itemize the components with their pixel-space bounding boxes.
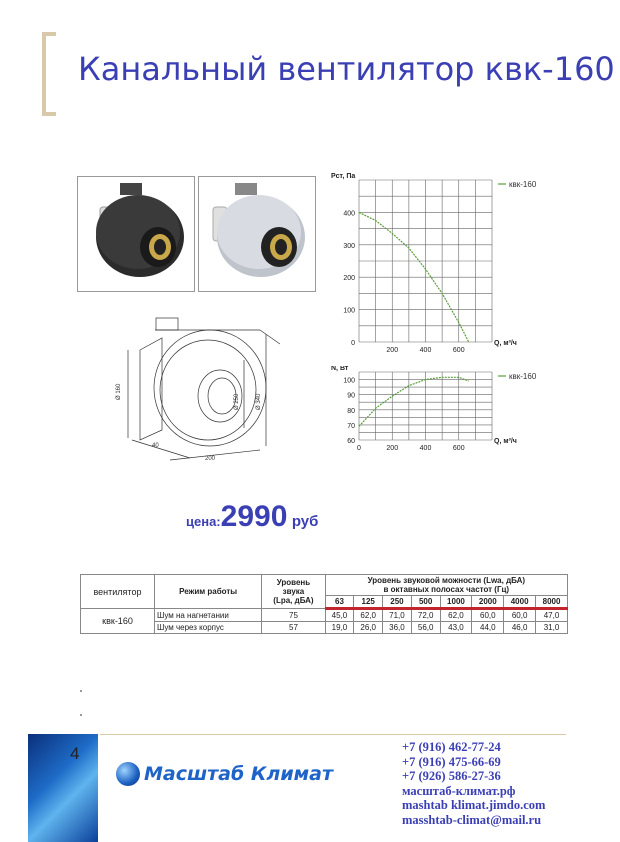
globe-icon (116, 762, 140, 786)
freq-header: 125 (354, 596, 383, 609)
header-power: Уровень звуковой можности (Lwa, дБА) в октавных полосах частот (Гц) (325, 575, 567, 596)
website-jimdo[interactable]: mashtab klimat.jimdo.com (402, 798, 546, 812)
page-title: Канальный вентилятор квк-160 (78, 50, 615, 88)
phone-1: +7 (916) 462-77-24 (402, 740, 501, 754)
y-tick-label: 90 (347, 392, 355, 400)
dim-label-d340: Ø 340 (256, 393, 262, 410)
freq-header: 63 (325, 596, 354, 609)
x-tick-label: 400 (419, 347, 432, 354)
y-axis-label: N, Вт (331, 366, 349, 372)
dim-label-200: 200 (205, 456, 216, 462)
dim-label-d160a (116, 383, 122, 400)
fan-photo-black (77, 176, 195, 292)
table-row (81, 609, 568, 622)
y-tick-label: 100 (343, 377, 355, 385)
website-rf[interactable]: масштаб-климат.рф (402, 783, 516, 798)
x-tick-label: 200 (386, 445, 399, 452)
power-chart (322, 366, 560, 462)
cell-value: 31,0 (536, 622, 568, 634)
y-tick-label: 100 (343, 307, 355, 315)
logo-text: Масштаб Климат (144, 763, 334, 785)
y-tick-label: 60 (347, 438, 355, 445)
cell-value: 36,0 (383, 622, 412, 634)
y-tick-label: 0 (351, 340, 355, 347)
pressure-chart (322, 172, 560, 362)
x-tick-label: 400 (419, 445, 432, 452)
price-value: 2990 (220, 500, 288, 533)
y-tick-label: 200 (343, 275, 355, 283)
title-bracket (42, 32, 56, 116)
dim-label-40: 40 (152, 443, 159, 449)
x-axis-label: Q, м³/ч (494, 340, 517, 347)
sound-table (80, 574, 568, 634)
freq-header: 500 (411, 596, 440, 609)
cell-value: 71,0 (383, 609, 412, 622)
price-label: цена: (186, 514, 221, 529)
freq-header: 2000 (472, 596, 504, 609)
contacts (402, 740, 545, 827)
stray-dot (80, 714, 82, 716)
y-tick-label: 400 (343, 210, 355, 218)
legend-label: квк-160 (509, 180, 537, 189)
x-tick-label: 0 (357, 445, 361, 452)
y-tick-label: 80 (347, 407, 355, 415)
email[interactable]: masshtab-climat@mail.ru (402, 812, 542, 827)
x-axis-label: Q, м³/ч (494, 438, 517, 445)
dim-label-d250: Ø 250 (234, 393, 240, 410)
cell-mode: Шум на нагнетании (154, 609, 261, 622)
company-logo (116, 762, 333, 786)
dimension-drawing (110, 310, 280, 470)
y-tick-label: 70 (347, 422, 355, 430)
cell-model: квк-160 (81, 609, 155, 634)
phone-3: +7 (926) 586-27-36 (402, 769, 501, 783)
cell-value: 44,0 (472, 622, 504, 634)
x-tick-label: 200 (386, 347, 399, 354)
header-level: Уровень звука (Lpa, дБА) (262, 575, 325, 609)
cell-value: 60,0 (472, 609, 504, 622)
cell-value: 26,0 (354, 622, 383, 634)
page-number: 4 (70, 744, 80, 763)
freq-header: 4000 (504, 596, 536, 609)
cell-value: 43,0 (440, 622, 472, 634)
svg-text:Ø 160: Ø 160 (116, 383, 122, 400)
y-axis-label: Рст, Па (331, 173, 356, 180)
price-currency: руб (291, 513, 319, 530)
cell-value: 62,0 (354, 609, 383, 622)
table-header-row (81, 575, 568, 596)
x-tick-label: 600 (452, 347, 465, 354)
price (186, 500, 318, 534)
cell-value: 56,0 (411, 622, 440, 634)
cell-level: 57 (262, 622, 325, 634)
fan-photo-white (198, 176, 316, 292)
cell-mode: Шум через корпус (154, 622, 261, 634)
corner-decoration (28, 734, 98, 842)
freq-header: 8000 (536, 596, 568, 609)
cell-value: 47,0 (536, 609, 568, 622)
cell-value: 46,0 (504, 622, 536, 634)
stray-dot (80, 690, 82, 692)
footer-divider (100, 734, 566, 735)
x-tick-label: 600 (452, 445, 465, 452)
phone-2: +7 (916) 475-66-69 (402, 754, 501, 769)
cell-value: 60,0 (504, 609, 536, 622)
header-fan: вентилятор (81, 575, 155, 609)
cell-value: 19,0 (325, 622, 354, 634)
cell-value: 62,0 (440, 609, 472, 622)
cell-value: 72,0 (411, 609, 440, 622)
cell-level: 75 (262, 609, 325, 622)
cell-value: 45,0 (325, 609, 354, 622)
legend-label: квк-160 (509, 372, 537, 381)
y-tick-label: 300 (343, 242, 355, 250)
freq-header: 250 (383, 596, 412, 609)
table-row (81, 622, 568, 634)
header-mode: Режим работы (154, 575, 261, 609)
freq-header: 1000 (440, 596, 472, 609)
